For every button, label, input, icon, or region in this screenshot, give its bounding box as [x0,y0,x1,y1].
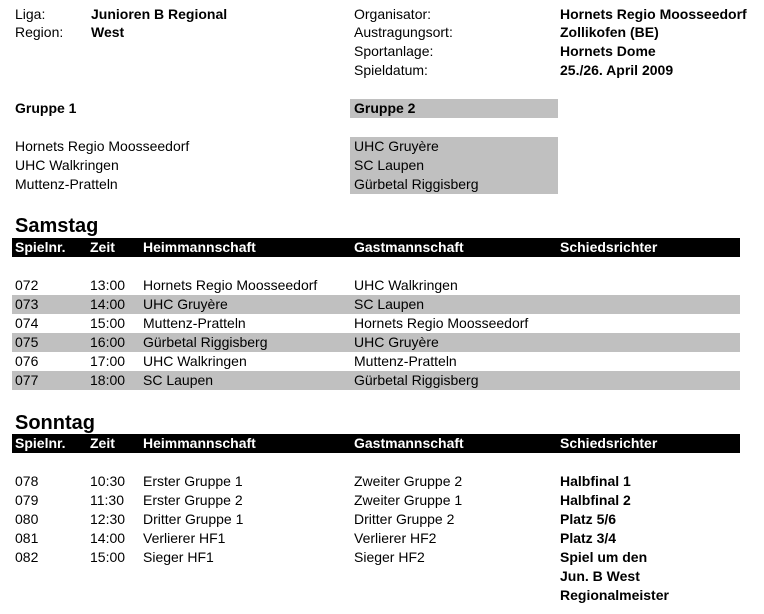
cell-gast: SC Laupen [354,296,425,312]
cell-gast: Dritter Gruppe 2 [354,511,455,527]
cell-spielnr: 072 [15,277,39,293]
group-2-team: SC Laupen [350,156,558,175]
cell-gast: Hornets Regio Moosseedorf [354,315,529,331]
table-row [12,276,740,295]
cell-gast: Zweiter Gruppe 2 [354,473,463,489]
cell-spielnr: 076 [15,353,39,369]
cell-gast: UHC Gruyère [354,334,439,350]
cell-schiri: Spiel um den [560,549,648,565]
info-value-organisator: Hornets Regio Moosseedorf [560,6,747,22]
info-label-austragungsort: Austragungsort: [354,24,453,40]
cell-zeit: 11:30 [90,492,124,508]
cell-heim: Verlierer HF1 [143,530,226,546]
cell-spielnr: 077 [15,372,39,388]
cell-zeit: 15:00 [90,549,126,565]
cell-zeit: 14:00 [90,530,126,546]
samstag-table-header [12,238,740,257]
table-row [12,491,740,510]
cell-spielnr: 075 [15,334,39,350]
table-row [12,472,740,491]
col-header-heim: Heimmannschaft [143,239,256,255]
cell-zeit: 13:00 [90,277,126,293]
col-header-heim: Heimmannschaft [143,435,256,451]
cell-schiri: Halbfinal 1 [560,473,631,489]
col-header-schiri: Schiedsrichter [560,435,658,451]
col-header-schiri: Schiedsrichter [560,239,658,255]
info-value-sportanlage: Hornets Dome [560,43,656,59]
sonntag-title: Sonntag [15,412,95,434]
col-header-spielnr: Spielnr. [15,435,66,451]
cell-spielnr: 079 [15,492,39,508]
cell-gast: UHC Walkringen [354,277,458,293]
cell-heim: Hornets Regio Moosseedorf [143,277,318,293]
cell-heim: UHC Walkringen [143,353,247,369]
cell-gast: Zweiter Gruppe 1 [354,492,463,508]
col-header-zeit: Zeit [90,239,115,255]
table-row [12,314,740,333]
info-label-liga: Liga: [15,6,46,22]
group-2-team: UHC Gruyère [350,137,558,156]
col-header-zeit: Zeit [90,435,115,451]
group-1-team: Muttenz-Pratteln [15,176,118,192]
table-row [12,371,740,390]
cell-heim: Muttenz-Pratteln [143,315,246,331]
cell-schiri: Platz 5/6 [560,511,617,527]
cell-zeit: 18:00 [90,372,126,388]
group-2-team: Gürbetal Riggisberg [350,175,558,194]
cell-spielnr: 080 [15,511,39,527]
cell-zeit: 17:00 [90,353,126,369]
final-note-line: Regionalmeister [560,587,669,603]
info-label-spieldatum: Spieldatum: [354,62,428,78]
cell-spielnr: 078 [15,473,39,489]
col-header-gast: Gastmannschaft [354,239,464,255]
final-note-line: Jun. B West [560,568,640,584]
info-value-region: West [91,24,125,40]
cell-zeit: 14:00 [90,296,126,312]
info-label-region: Region: [15,24,64,40]
cell-zeit: 16:00 [90,334,126,350]
cell-spielnr: 074 [15,315,39,331]
table-row [12,510,740,529]
cell-schiri: Halbfinal 2 [560,492,631,508]
table-row [12,548,740,567]
cell-zeit: 12:30 [90,511,126,527]
info-value-austragungsort: Zollikofen (BE) [560,24,659,40]
cell-gast: Verlierer HF2 [354,530,437,546]
table-row [12,295,740,314]
cell-heim: Gürbetal Riggisberg [143,334,268,350]
col-header-gast: Gastmannschaft [354,435,464,451]
info-value-liga: Junioren B Regional [91,6,228,22]
cell-schiri: Platz 3/4 [560,530,617,546]
cell-heim: SC Laupen [143,372,214,388]
cell-heim: Erster Gruppe 1 [143,473,243,489]
table-row [12,529,740,548]
group-1-title: Gruppe 1 [15,100,77,116]
sonntag-table-header [12,434,740,453]
info-value-spieldatum: 25./26. April 2009 [560,62,674,78]
cell-zeit: 10:30 [90,473,126,489]
cell-spielnr: 081 [15,530,39,546]
group-1-team: UHC Walkringen [15,157,119,173]
group-2-title: Gruppe 2 [354,100,416,116]
cell-heim: Sieger HF1 [143,549,214,565]
cell-heim: Dritter Gruppe 1 [143,511,244,527]
cell-spielnr: 082 [15,549,39,565]
cell-gast: Gürbetal Riggisberg [354,372,479,388]
cell-spielnr: 073 [15,296,39,312]
cell-gast: Muttenz-Pratteln [354,353,457,369]
samstag-title: Samstag [15,215,99,237]
cell-zeit: 15:00 [90,315,126,331]
cell-heim: Erster Gruppe 2 [143,492,243,508]
info-label-organisator: Organisator: [354,6,432,22]
cell-gast: Sieger HF2 [354,549,425,565]
info-label-sportanlage: Sportanlage: [354,43,434,59]
group-1-team: Hornets Regio Moosseedorf [15,138,190,154]
table-row [12,333,740,352]
group-2-title-box [350,99,558,118]
table-row [12,352,740,371]
col-header-spielnr: Spielnr. [15,239,66,255]
cell-heim: UHC Gruyère [143,296,228,312]
